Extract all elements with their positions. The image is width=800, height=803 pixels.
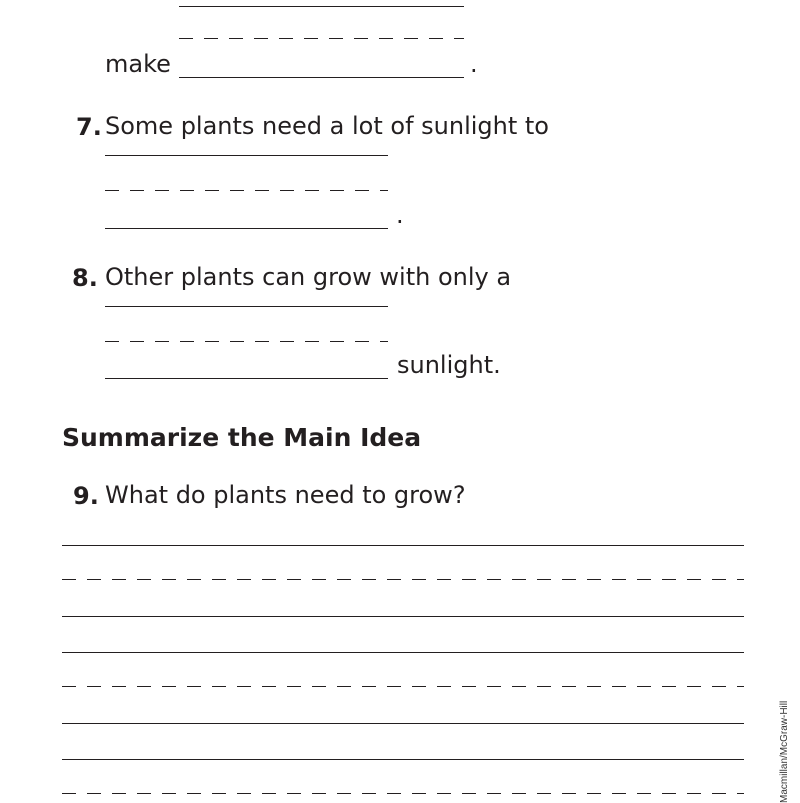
writing-line-dashed[interactable] [62, 793, 744, 794]
answer-line-dashed[interactable] [105, 341, 388, 342]
answer-line-solid[interactable] [179, 6, 464, 7]
writing-line-solid[interactable] [62, 616, 744, 617]
writing-line-dashed[interactable] [62, 686, 744, 687]
item-7-prompt: Some plants need a lot of sunlight to [105, 112, 549, 140]
item-7-number: 7. [76, 113, 102, 141]
answer-line-solid[interactable] [105, 228, 388, 229]
answer-line-solid[interactable] [105, 378, 388, 379]
publisher-credit: Macmillan/McGraw-Hill [779, 700, 790, 803]
writing-line-dashed[interactable] [62, 579, 744, 580]
item-8-prompt: Other plants can grow with only a [105, 263, 512, 291]
item-8-number: 8. [72, 264, 98, 292]
writing-line-solid[interactable] [62, 652, 744, 653]
item-6-lead-text: make [105, 50, 171, 78]
item-6-end-punctuation: . [470, 50, 478, 78]
answer-line-dashed[interactable] [179, 38, 464, 39]
writing-line-solid[interactable] [62, 759, 744, 760]
section-heading: Summarize the Main Idea [62, 423, 422, 452]
writing-line-solid[interactable] [62, 545, 744, 546]
item-8-end-text: sunlight. [397, 351, 501, 379]
item-7-end-punctuation: . [396, 201, 404, 229]
item-9-question: What do plants need to grow? [105, 481, 466, 509]
writing-line-solid[interactable] [62, 723, 744, 724]
answer-line-solid[interactable] [105, 306, 388, 307]
answer-line-solid[interactable] [105, 155, 388, 156]
answer-line-dashed[interactable] [105, 190, 388, 191]
answer-line-solid[interactable] [179, 77, 464, 78]
item-9-number: 9. [73, 482, 99, 510]
